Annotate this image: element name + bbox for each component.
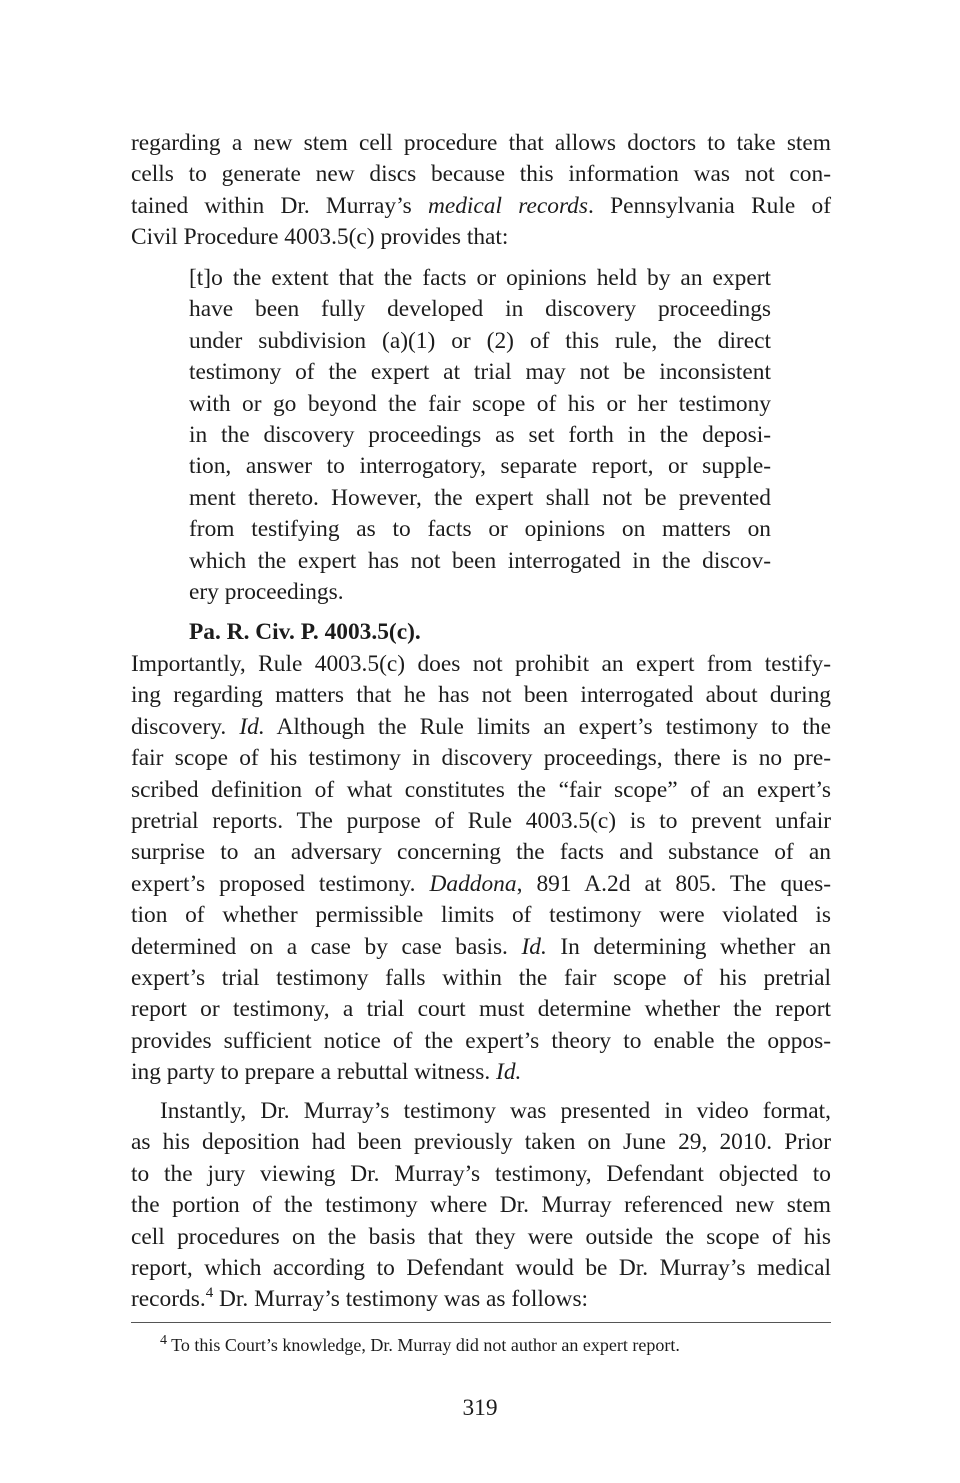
text-line: discovery. Id. Although the Rule limits an expert’s testimony to the	[131, 713, 831, 740]
text-line: regarding a new stem cell procedure that allows doctors to take stem	[131, 130, 831, 156]
text-line: tained within Dr. Murray’s medical records. Pennsylvania Rule of	[131, 192, 831, 219]
italic-citation: Id.	[496, 1059, 522, 1086]
quote-line: with or go beyond the fair scope of his or her testimony	[189, 390, 771, 417]
footnote-text: To this Court’s knowledge, Dr. Murray did not author an expert report.	[167, 1335, 680, 1355]
quote-line: ery proceedings.	[189, 579, 344, 606]
text-line: as his deposition had been previously taken on June 29, 2010. Prior	[131, 1129, 831, 1156]
quote-line: have been fully developed in discovery proceedings	[189, 296, 771, 323]
citation: Pa. R. Civ. P. 4003.5(c).	[189, 619, 421, 645]
paragraph-analysis	[131, 649, 831, 1089]
text-line: expert’s trial testimony falls within the fair scope of his pretrial	[131, 965, 831, 992]
footnote	[160, 1333, 680, 1357]
footnote-ref: 4	[205, 1285, 214, 1302]
quote-line: under subdivision (a)(1) or (2) of this rule, the direct	[189, 327, 771, 354]
text-line: Instantly, Dr. Murray’s testimony was presented in video format,	[160, 1098, 831, 1124]
quote-line: from testifying as to facts or opinions on matters on	[189, 516, 771, 543]
text-line: report, which according to Defendant would be Dr. Murray’s medical	[131, 1255, 831, 1282]
quote-line: which the expert has not been interrogated in the discov-	[189, 547, 771, 574]
italic-citation: Id.	[521, 933, 547, 960]
block-quote	[189, 263, 771, 608]
text-line: ing regarding matters that he has not been interrogated about during	[131, 682, 831, 709]
page-number: 319	[462, 1395, 498, 1421]
paragraph-rule-intro	[131, 128, 831, 254]
quote-line: [t]o the extent that the facts or opinions held by an expert	[189, 265, 771, 291]
quote-line: ment thereto. However, the expert shall not be prevented	[189, 484, 771, 511]
text-line: determined on a case by case basis. Id. In determining whether an	[131, 933, 831, 960]
text-line: expert’s proposed testimony. Daddona, 891 A.2d at 805. The ques-	[131, 870, 831, 897]
paragraph-testimony	[131, 1096, 831, 1316]
text-line: tion of whether permissible limits of testimony were violated is	[131, 902, 831, 929]
text-line: ing party to prepare a rebuttal witness. Id.	[131, 1059, 522, 1086]
text-line: records.$^4$ Dr. Murray’s testimony was as follows:	[131, 1285, 589, 1313]
italic-citation: Daddona	[429, 870, 517, 897]
text-line: report or testimony, a trial court must determine whether the report	[131, 996, 831, 1023]
text-line: to the jury viewing Dr. Murray’s testimony, Defendant objected to	[131, 1160, 831, 1187]
text-line: provides sufficient notice of the expert’s theory to enable the oppos-	[131, 1027, 831, 1054]
quote-line: tion, answer to interrogatory, separate report, or supple-	[189, 453, 771, 480]
text-line: fair scope of his testimony in discovery proceedings, there is no pre-	[131, 745, 831, 772]
text-line: pretrial reports. The purpose of Rule 4003.5(c) is to prevent unfair	[131, 808, 831, 835]
text-line: surprise to an adversary concerning the facts and substance of an	[131, 839, 831, 866]
text-line: Importantly, Rule 4003.5(c) does not prohibit an expert from testify-	[131, 651, 831, 677]
text-line: Civil Procedure 4003.5(c) provides that:	[131, 224, 509, 251]
text-line: scribed definition of what constitutes the “fair scope” of an expert’s	[131, 776, 831, 803]
italic-citation: Id.	[239, 713, 265, 740]
text-line: cell procedures on the basis that they were outside the scope of his	[131, 1223, 831, 1250]
text-line: the portion of the testimony where Dr. Murray referenced new stem	[131, 1192, 831, 1219]
quote-line: in the discovery proceedings as set forth in the deposi-	[189, 422, 771, 449]
quote-line: testimony of the expert at trial may not be inconsistent	[189, 359, 771, 386]
italic-term: medical records	[427, 192, 588, 219]
footnote-divider	[131, 1322, 831, 1323]
footnote-marker: 4	[160, 1333, 167, 1348]
text-line: cells to generate new discs because this information was not con-	[131, 161, 831, 188]
